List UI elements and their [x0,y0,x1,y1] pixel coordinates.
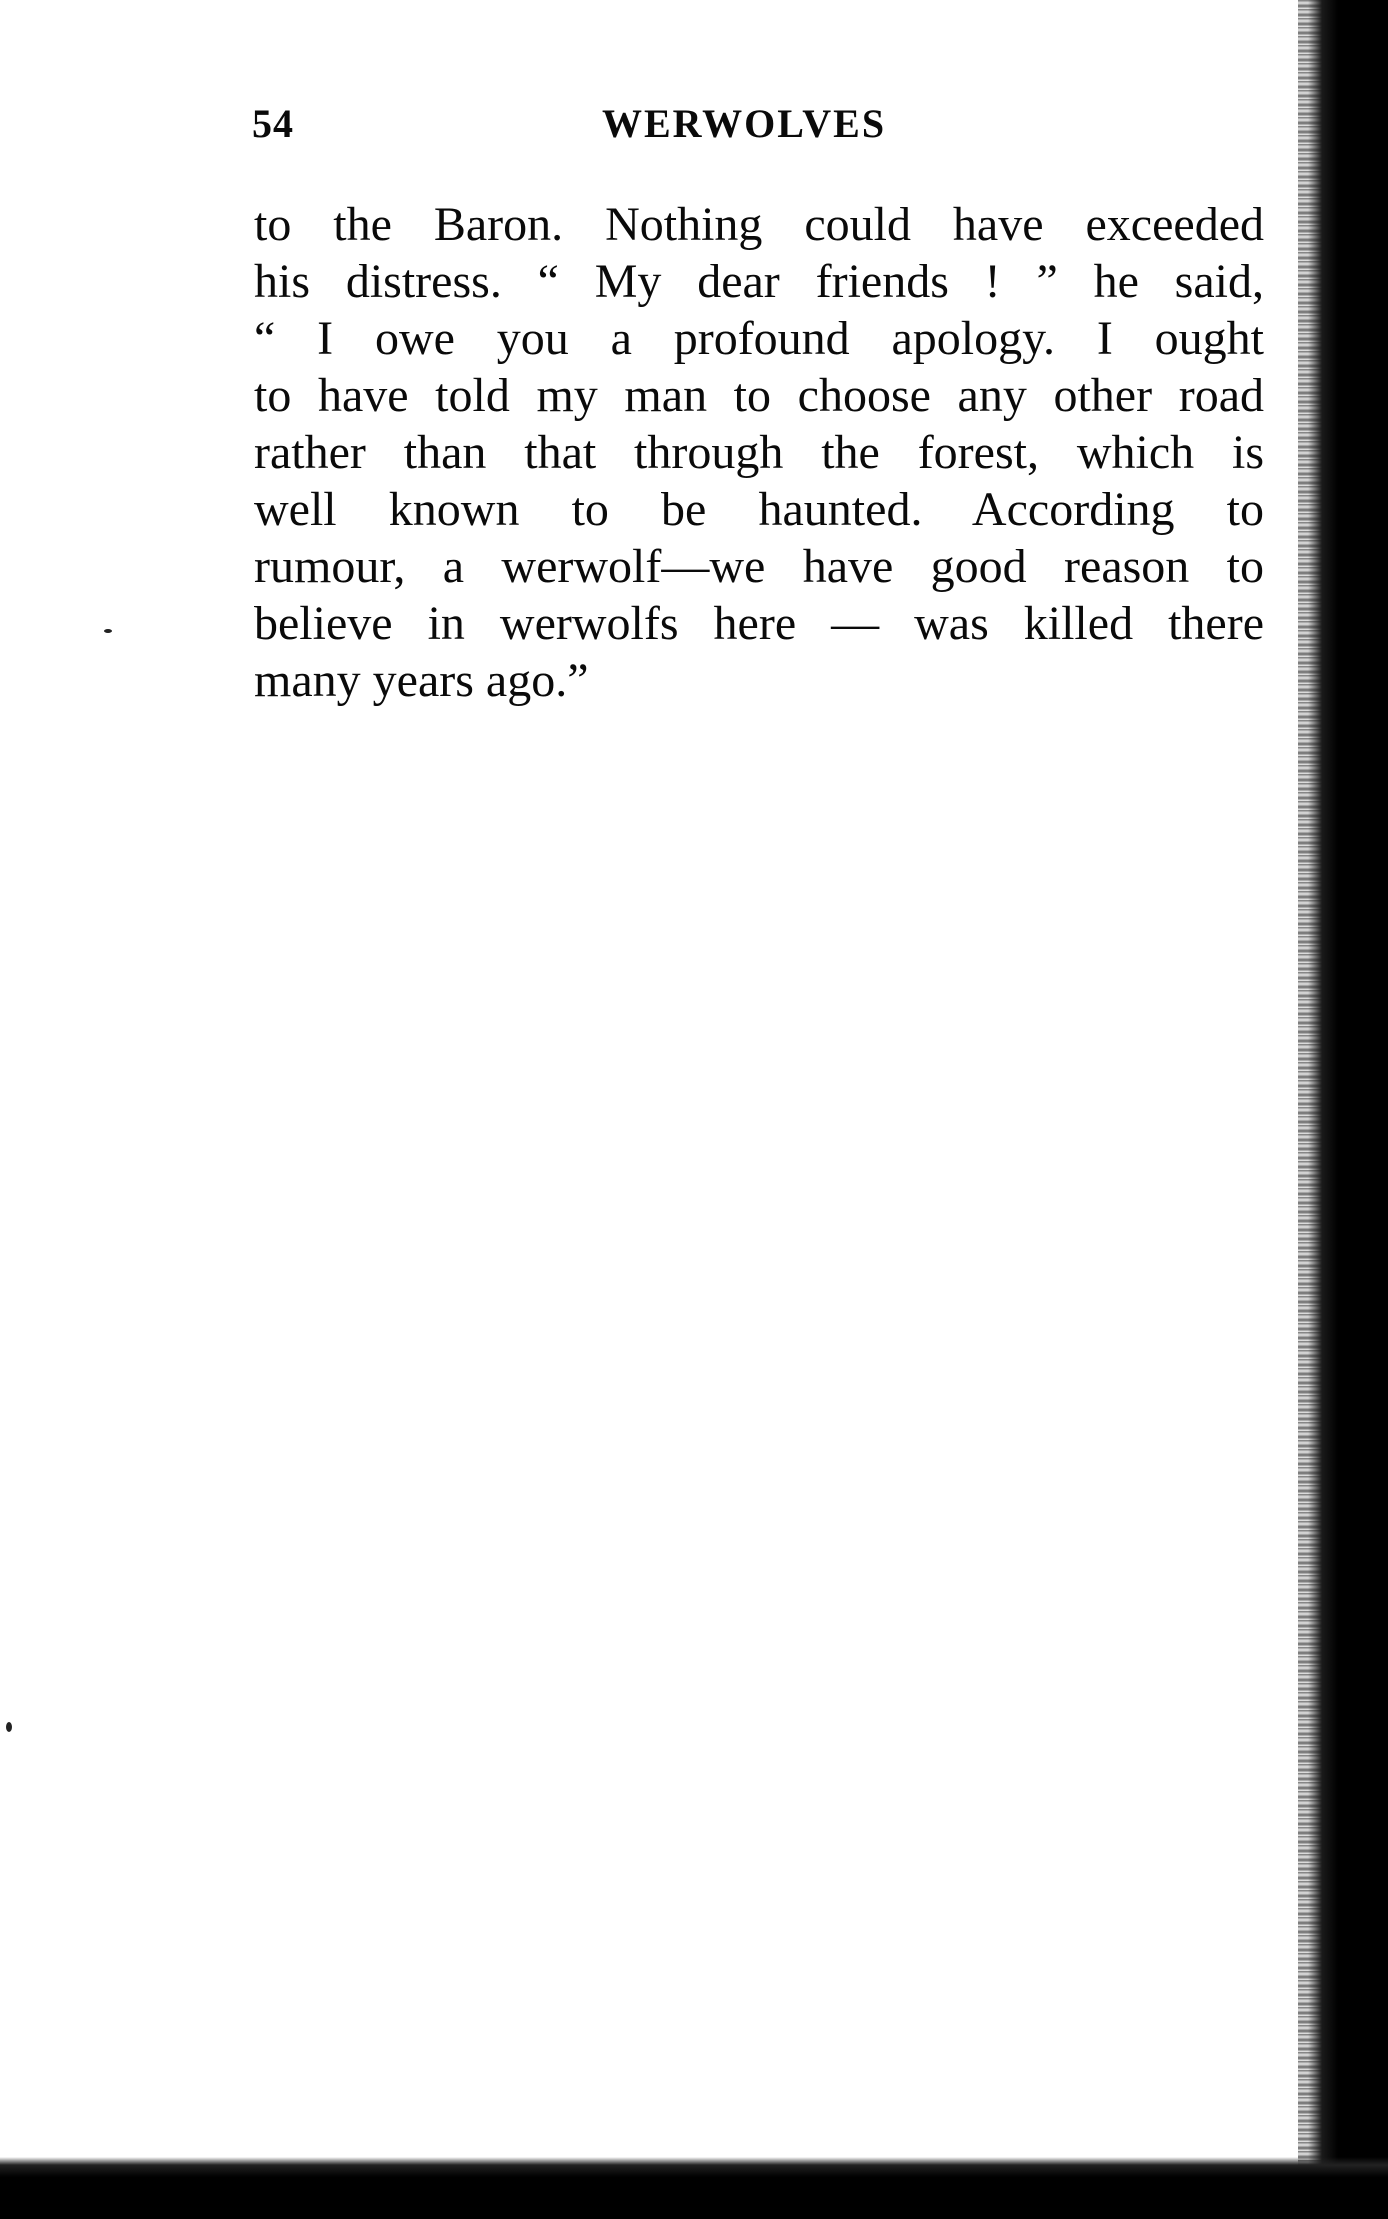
text-line: rather than that through the forest, which is [254,426,1264,479]
running-head [252,100,1262,160]
body-paragraph [254,196,1264,709]
running-title: WERWOLVES [602,101,887,146]
text-line: his distress. “ My dear friends ! ” he said, [254,255,1264,308]
scan-edge-bottom [0,2157,1388,2219]
scan-speck [6,1722,12,1732]
text-line: believe in werwolfs here — was killed there [254,597,1264,650]
text-line: rumour, a werwolf—we have good reason to [254,540,1264,593]
scan-edge-right [1308,0,1388,2219]
text-line: well known to be haunted. According to [254,483,1264,536]
text-line: to have told my man to choose any other road [254,369,1264,422]
text-line: “ I owe you a profound apology. I ought [254,312,1264,365]
text-line: many years ago.” [254,654,589,707]
page-number: 54 [252,101,294,146]
scan-speck [104,629,112,633]
text-line: to the Baron. Nothing could have exceeded [254,198,1264,251]
